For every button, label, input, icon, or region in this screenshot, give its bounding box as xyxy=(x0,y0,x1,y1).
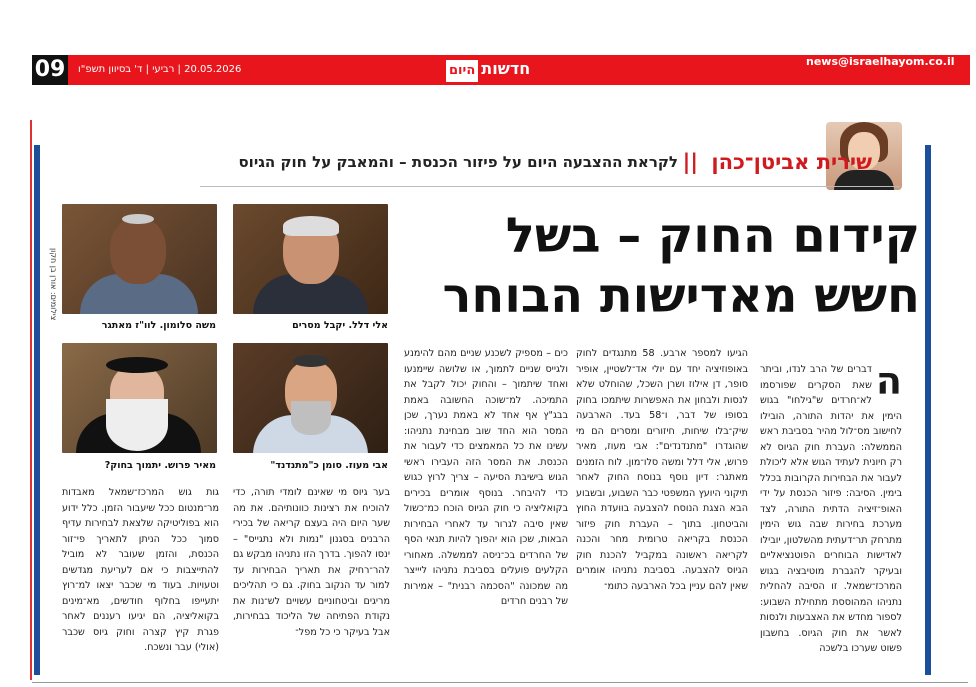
column-5-text: גות גוש המרכז־שמאל מאבדות מר־מנטום ככל שיעבור הזמן. כלל ידוע הוא בפוליטיקה שלצאת לבחירות עדיף סמוך ככל הניתן לתאריך פי־זור הכנסת, והזמן שעובר לא מוביל להתייצבות כי אם לעריעת מגדשים וטעויות. בעוד מי שכבר יצאו למ־רוץ יתעייפו בחלוף חודשים, מא־מינים בקואליציה, הם יגיעו רעננים לאחר פגרת קיץ קצרה וחוק גיוס שכבר (אולי) עבר ונשכח. xyxy=(62,487,219,653)
column-1-text: דברים של הרב לנדו, וביתר שאת הסקרים שפורסמו לא־חרדים ש"גילחו" בגוש הימין את יהדות התורה, הובילו לחישוב מס־לול מהיר בסביבת ראש הממשלה: העברת חוק הגיוס לא רק חיונית לעתיד הגוש אלא ליכולת לעבור את הבחירות הקרובות בכלל בימין. הסיבה: פיזור הכנסת על ידי האופ־זיציה הדתית התורה, לצד מערכת בחירות שבה גוש הימין מתרחק תר־דעתית מהשלטון, יובילו לאדישות הבוחרים הפוטנציאליים ובעיקר להגברת מוטיבציה בגוש המרכז־שמאל. זו הסיבה להחלית נתניהו המהוססת מתחילת השבוע: לספור מחדש את האצבעות ולנסות לאשר את חוק הגיוס. בחשבון פשוט שערכו בלשכה xyxy=(760,364,902,654)
newspaper-logo xyxy=(446,58,530,80)
subhead-rule xyxy=(200,186,900,187)
photo-caption-dalal: אלי דלל. יקבל מסרים xyxy=(292,320,388,331)
date-line: 20.05.2026 | רביעי | ד' בסיוון תשפ"ו xyxy=(78,64,242,75)
photo-caption-porush: מאיר פרוש. יתמוך בחוק? xyxy=(104,460,216,471)
article-column-2 xyxy=(576,346,748,660)
photo-caption-maoz: אבי מעוז. סומן כ"מתנדנד" xyxy=(270,460,388,471)
page-edge-rule xyxy=(30,120,32,680)
article-headline: קידום החוק – בשל חשש מאדישות הבוחר xyxy=(442,208,920,324)
logo-text: חדשות xyxy=(481,59,531,78)
article-column-4 xyxy=(233,485,390,663)
column-4-text: בער גיוס מי שאינם לומדי תורה, כדי להוכיח את רצינות כוונותיהם. את מה שער היום היה בעצם קריאה של בכירי הרבנים בסגנון "נמות ולא נתגייס" – ינסו להפוך. בדרך הזו נתניהו מבקש גם להר־רחיק את תאריך הבחירות עד למור עד הנקוב בחוק. גם כי תהליכים מריגים וביטחוניים עשויים לש־נות את נקודת הפתיחה של הליכוד בבחירות, אבל בעיקר כי כל מפל־ xyxy=(233,487,390,638)
article-subhead: לקראת ההצבעה היום על פיזור הכנסת – והמאבק על חוק הגיוס xyxy=(238,153,678,171)
photo-credit: צילומים: אורן בן חקון xyxy=(49,247,58,320)
bottom-rule xyxy=(32,682,968,683)
author-name: שירית אביטן־כהן xyxy=(711,150,872,174)
article-column-3 xyxy=(404,346,568,660)
article-column-1 xyxy=(760,362,902,662)
photo-caption-solomon: משה סלומון. לוו"ז מאתגר xyxy=(101,320,216,331)
logo-box: היום xyxy=(446,60,478,82)
column-3-text: כים – מספיק לשכנע שניים מהם להימנע ולגייס שניים לתמוך, או שלושה שיימנעו ואחד שיתמוך – והחוק יכול לקבל את התמיכה. למ־שוכה החשובה באמת בבג"ץ אף אחד לא באמת נערך, שכן המסר הוא החד שוב מבחינת נתניהו: עשינו את כל המאמצים כדי לעבור את הכנסת. את המסר הזה העבירו ראשי הגוש בישיבת הסיעה – צריך לרוץ כגוש כדי להיבחר. בנוסף אומרים בכירים בקואליציה כי חוק הגיוס הוכח כמ־כשול שאין סיבה לגרור עד לאחרי הבחירות הבאות, שכן הוא יהפוך להיות תנאי הסף של החרדים בכ־ניסה לממשלה. מאחורי הקלעים פועלים בסביבת נתניהו ליייצר מה שמכונה "הסכמה רבנית" – אמירות של רבנים חרדים xyxy=(404,348,568,607)
article-border-right xyxy=(925,145,931,675)
article-column-5 xyxy=(62,485,219,663)
photo-eli-dalal xyxy=(233,204,388,314)
photo-moshe-solomon xyxy=(62,204,217,314)
column-2-text: הגיעו למספר ארבע. 58 מתנגדים לחוק באופוזיציה יחד עם יולי אד־לשטיין, אופיר סופר, דן אילוז ושרן השכל, שהוחלט שלא לנסות ולבחון את האפשרות שיתמכו בחוק בסופו של דבר, ו־58 בעד. הארבעה שיק־בלו שיחות, חיזורים ומסרים הם מי שהוגדרו "מתנדנדים": אבי מעוז, מאיר פרוש, אלי דלל ומשה סלו־מון. לוח הזמנים מאתגר: דיון נוסף בנוסח החוק לאחר תיקוני היועץ המשפטי כבר השבוע, ובשבוע הבא הצגת הנוסח להצבעה בוועדת החוץ והביטחון. בתוך – העברת חוק פיזור הכנסת בקריאה טרומית מחר והכנה לקריאה ראשונה במקביל להכנת חוק הגיוס להצבעה. בסביבת נתניהו אומרים שאין להם עניין בכל הארבעה כתומ־ xyxy=(576,348,748,592)
page-number: 09 xyxy=(32,55,68,85)
contact-email[interactable]: news@israelhayom.co.il xyxy=(806,55,955,68)
article-border-left xyxy=(34,145,40,675)
dropcap: ה xyxy=(875,362,902,403)
author-separator: || xyxy=(682,150,698,174)
photo-avi-maoz xyxy=(233,343,388,453)
photo-meir-porush xyxy=(62,343,217,453)
